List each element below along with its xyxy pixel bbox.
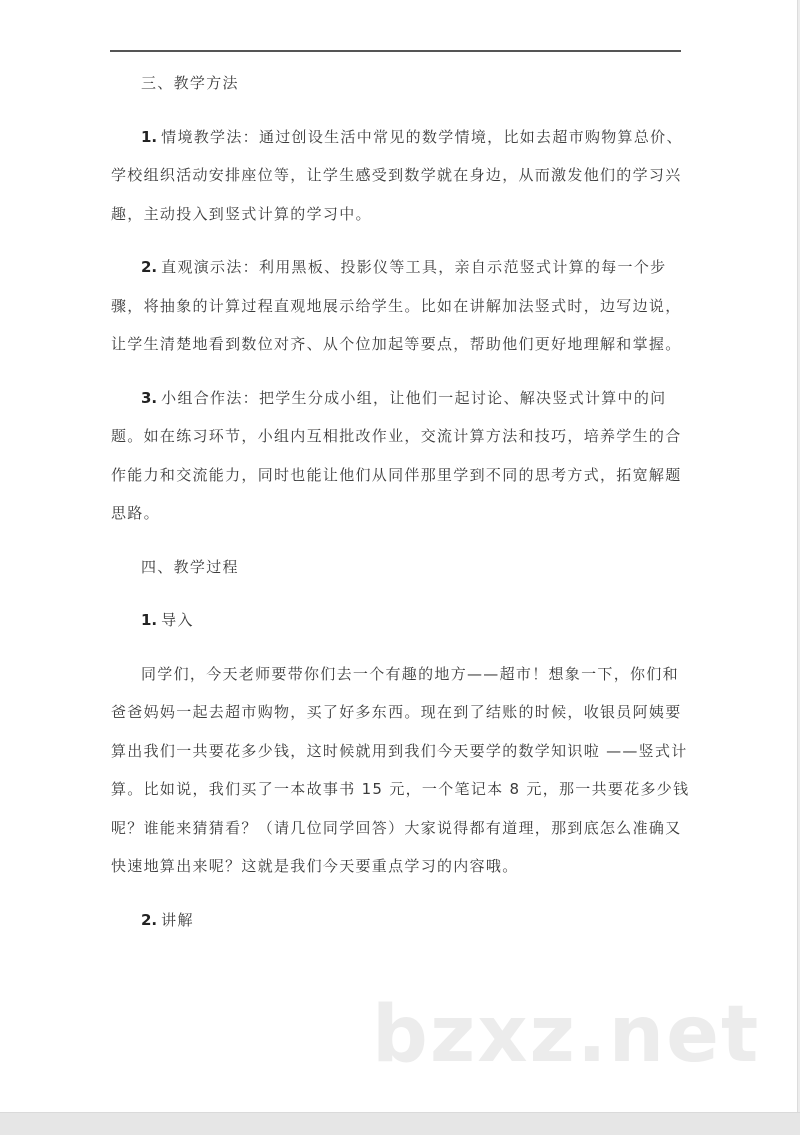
- paragraph-line: 同学们，今天老师要带你们去一个有趣的地方——超市！想象一下，你们和: [141, 664, 679, 683]
- item-number: 3.: [141, 388, 158, 407]
- paragraph-line: 爸爸妈妈一起去超市购物，买了好多东西。现在到了结账的时候，收银员阿姨要: [111, 703, 682, 721]
- page-separator: [0, 1112, 800, 1135]
- paragraph-line: 题。如在练习环节，小组内互相批改作业，交流计算方法和技巧，培养学生的合: [111, 427, 682, 445]
- paragraph-line: 学校组织活动安排座位等，让学生感受到数学就在身边，从而激发他们的学习兴: [111, 166, 682, 184]
- paragraph-line: 作能力和交流能力，同时也能让他们从同伴那里学到不同的思考方式，拓宽解题: [111, 465, 682, 484]
- subheading-title: 导入: [161, 611, 194, 629]
- item-number: 1.: [141, 127, 158, 146]
- section-heading-teaching-process: 四、教学过程: [141, 557, 239, 576]
- item-number: 2.: [141, 258, 158, 276]
- paragraph-line: 趣，主动投入到竖式计算的学习中。: [111, 204, 372, 223]
- paragraph-line: 情境教学法：通过创设生活中常见的数学情境，比如去超市购物算总价、: [161, 127, 683, 146]
- method-item-1: [111, 118, 683, 234]
- subheading-title: 讲解: [161, 910, 194, 929]
- paragraph-line: 呢？谁能来猜猜看？（请几位同学回答）大家说得都有道理，那到底怎么准确又: [111, 818, 682, 837]
- paragraph-line: 算。比如说，我们买了一本故事书 15 元，一个笔记本 8 元，那一共要花多少钱: [111, 780, 690, 798]
- paragraph-line: 让学生清楚地看到数位对齐、从个位加起等要点，帮助他们更好地理解和掌握。: [111, 335, 682, 353]
- introduction-paragraph: [111, 655, 690, 886]
- paragraph-line: 快速地算出来呢？这就是我们今天要重点学习的内容哦。: [111, 857, 519, 875]
- item-number: 1.: [141, 611, 158, 629]
- header-rule: [110, 50, 681, 52]
- paragraph-line: 骤，将抽象的计算过程直观地展示给学生。比如在讲解加法竖式时，边写边说，: [111, 296, 682, 315]
- document-body: [111, 64, 690, 939]
- watermark: bzxz.net: [372, 990, 761, 1080]
- paragraph-line: 直观演示法：利用黑板、投影仪等工具，亲自示范竖式计算的每一个步: [161, 258, 667, 276]
- method-item-3: [111, 379, 683, 533]
- paragraph-line: 小组合作法：把学生分成小组，让他们一起讨论、解决竖式计算中的问: [161, 388, 667, 407]
- subheading-introduction: [111, 601, 683, 640]
- paragraph-line: 思路。: [111, 504, 160, 522]
- paragraph-line: 算出我们一共要花多少钱，这时候就用到我们今天要学的数学知识啦 ——竖式计: [111, 741, 688, 760]
- section-heading-teaching-methods: 三、教学方法: [141, 74, 239, 92]
- item-number: 2.: [141, 910, 158, 929]
- method-item-2: [111, 248, 683, 364]
- subheading-explanation: [111, 901, 683, 940]
